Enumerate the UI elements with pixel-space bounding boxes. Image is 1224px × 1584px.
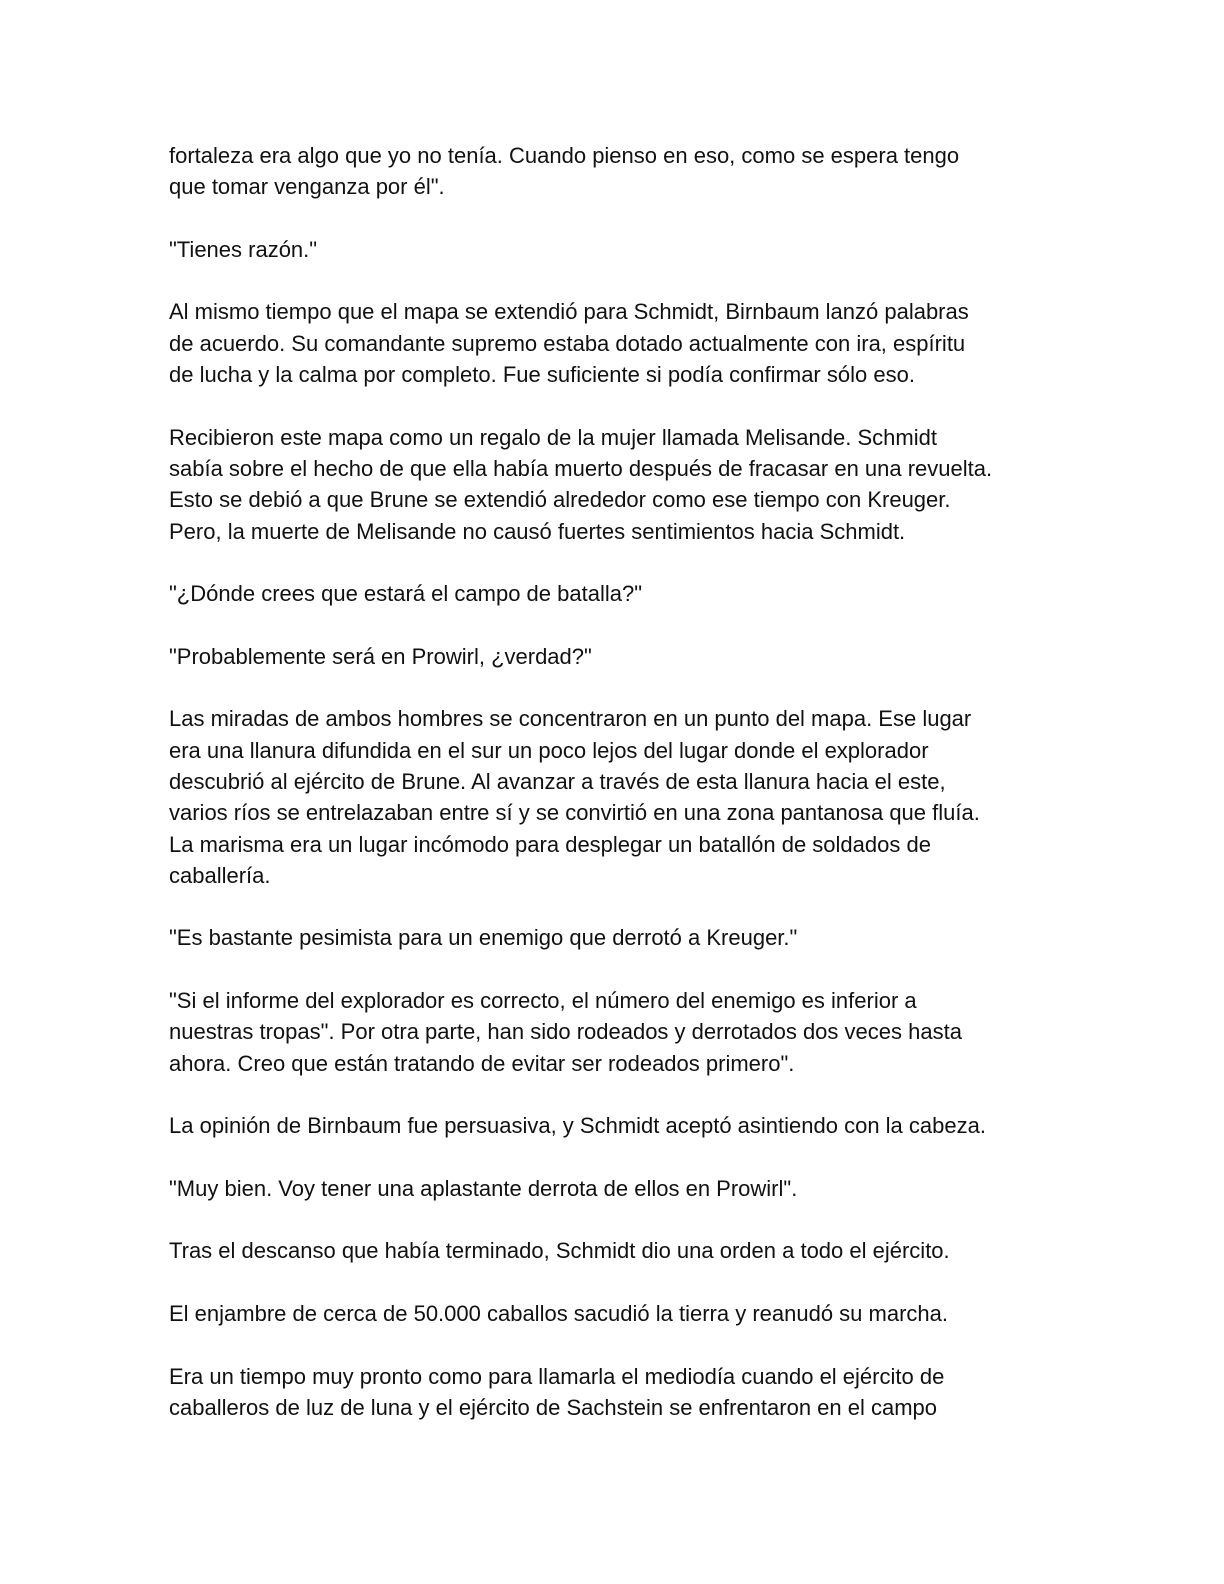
paragraph <box>169 1298 1069 1329</box>
paragraph-line: "¿Dónde crees que estará el campo de batalla?" <box>169 581 643 607</box>
paragraph-line: de acuerdo. Su comandante supremo estaba dotado actualmente con ira, espíritu <box>169 330 966 356</box>
paragraph-line: "Probablemente será en Prowirl, ¿verdad?" <box>169 643 592 669</box>
paragraph <box>169 1110 1069 1141</box>
paragraph <box>169 985 1069 1079</box>
paragraph-line: caballeros de luz de luna y el ejército de Sachstein se enfrentaron en el campo <box>169 1394 938 1420</box>
document-body <box>169 140 1069 1423</box>
paragraph <box>169 641 1069 672</box>
paragraph-line: Las miradas de ambos hombres se concentraron en un punto del mapa. Ese lugar <box>169 706 972 732</box>
paragraph-line: sabía sobre el hecho de que ella había muerto después de fracasar en una revuelta. <box>169 455 993 481</box>
paragraph <box>169 234 1069 265</box>
paragraph <box>169 578 1069 609</box>
paragraph-line: "Muy bien. Voy tener una aplastante derrota de ellos en Prowirl". <box>169 1175 798 1201</box>
paragraph-line: que tomar venganza por él". <box>169 174 445 200</box>
paragraph-line: Esto se debió a que Brune se extendió alrededor como ese tiempo con Kreuger. <box>169 487 951 513</box>
paragraph-line: caballería. <box>169 862 271 888</box>
paragraph-line: varios ríos se entrelazaban entre sí y se convirtió en una zona pantanosa que fluía. <box>169 800 980 826</box>
paragraph <box>169 140 1069 203</box>
paragraph-line: Era un tiempo muy pronto como para llamarla el mediodía cuando el ejército de <box>169 1363 945 1389</box>
paragraph <box>169 296 1069 390</box>
paragraph-line: La marisma era un lugar incómodo para desplegar un batallón de soldados de <box>169 831 931 857</box>
paragraph <box>169 922 1069 953</box>
paragraph-line: Pero, la muerte de Melisande no causó fuertes sentimientos hacia Schmidt. <box>169 518 906 544</box>
paragraph-line: "Es bastante pesimista para un enemigo que derrotó a Kreuger." <box>169 925 798 951</box>
paragraph <box>169 1235 1069 1266</box>
paragraph <box>169 1361 1069 1424</box>
paragraph-line: Tras el descanso que había terminado, Schmidt dio una orden a todo el ejército. <box>169 1238 950 1264</box>
paragraph-line: El enjambre de cerca de 50.000 caballos sacudió la tierra y reanudó su marcha. <box>169 1300 949 1326</box>
paragraph-line: descubrió al ejército de Brune. Al avanzar a través de esta llanura hacia el este, <box>169 768 946 794</box>
paragraph-line: Recibieron este mapa como un regalo de la mujer llamada Melisande. Schmidt <box>169 424 937 450</box>
paragraph-line: de lucha y la calma por completo. Fue suficiente si podía confirmar sólo eso. <box>169 362 915 388</box>
paragraph-line: era una llanura difundida en el sur un poco lejos del lugar donde el explorador <box>169 737 929 763</box>
paragraph-line: fortaleza era algo que yo no tenía. Cuando pienso en eso, como se espera tengo <box>169 143 960 168</box>
paragraph-line: Al mismo tiempo que el mapa se extendió para Schmidt, Birnbaum lanzó palabras <box>169 299 969 325</box>
paragraph <box>169 422 1069 547</box>
paragraph <box>169 1173 1069 1204</box>
paragraph <box>169 703 1069 891</box>
paragraph-line: "Tienes razón." <box>169 236 318 262</box>
paragraph-line: "Si el informe del explorador es correcto, el número del enemigo es inferior a <box>169 988 917 1014</box>
paragraph-line: nuestras tropas". Por otra parte, han sido rodeados y derrotados dos veces hasta <box>169 1019 962 1045</box>
paragraph-line: La opinión de Birnbaum fue persuasiva, y Schmidt aceptó asintiendo con la cabeza. <box>169 1113 986 1139</box>
paragraph-line: ahora. Creo que están tratando de evitar ser rodeados primero". <box>169 1050 795 1076</box>
